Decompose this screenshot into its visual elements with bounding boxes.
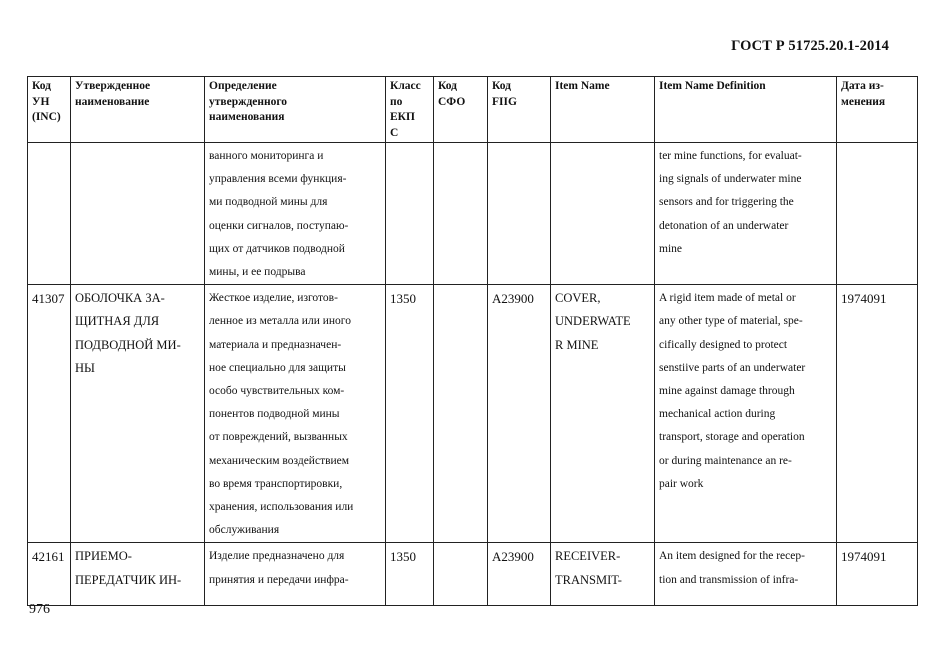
cell-item-definition: ter mine functions, for evaluat- ing signals of underwater mine sensors and for triggering the detonation of an underwater mine	[655, 143, 837, 285]
cell-ekpc: 1350	[386, 543, 434, 606]
cell-sfo	[434, 543, 488, 606]
cell-item-name: COVER, UNDERWATE R MINE	[551, 285, 655, 543]
header-item-definition: Item Name Definition	[655, 77, 837, 143]
table-row	[28, 543, 918, 606]
cell-date	[837, 143, 918, 285]
cell-sfo	[434, 285, 488, 543]
cell-approved-name: ПРИЕМО- ПЕРЕДАТЧИК ИН-	[71, 543, 205, 606]
header-row	[28, 77, 918, 143]
cell-fiig: A23900	[488, 543, 551, 606]
header-ekpc: Класс по ЕКП С	[386, 77, 434, 143]
nomenclature-table	[27, 76, 918, 606]
cell-item-definition: A rigid item made of metal or any other type of material, spe- cifically designed to protect senstiive parts of an underwater mine against damage through mechanical action during transport, storage and operation or during maintenance an re- pair work	[655, 285, 837, 543]
cell-definition: Изделие предназначено для принятия и передачи инфра-	[205, 543, 386, 606]
cell-fiig	[488, 143, 551, 285]
cell-date: 1974091	[837, 285, 918, 543]
cell-ekpc	[386, 143, 434, 285]
table-row	[28, 285, 918, 543]
header-approved-name: Утвержденное наименование	[71, 77, 205, 143]
header-fiig: Код FIIG	[488, 77, 551, 143]
cell-definition: ванного мониторинга и управления всеми функция- ми подводной мины для оценки сигналов, поступаю- щих от датчиков подводной мины, и ее подрыва	[205, 143, 386, 285]
cell-approved-name: ОБОЛОЧКА ЗА- ЩИТНАЯ ДЛЯ ПОДВОДНОЙ МИ- НЫ	[71, 285, 205, 543]
cell-inc: 41307	[28, 285, 71, 543]
cell-item-name	[551, 143, 655, 285]
header-date: Дата из- менения	[837, 77, 918, 143]
cell-ekpc: 1350	[386, 285, 434, 543]
header-inc: Код УН (INC)	[28, 77, 71, 143]
header-item-name: Item Name	[551, 77, 655, 143]
cell-sfo	[434, 143, 488, 285]
cell-inc: 42161	[28, 543, 71, 606]
cell-inc	[28, 143, 71, 285]
header-definition: Определение утвержденного наименования	[205, 77, 386, 143]
page-number: 976	[29, 602, 50, 617]
cell-item-definition: An item designed for the recep- tion and transmission of infra-	[655, 543, 837, 606]
standard-title: ГОСТ Р 51725.20.1-2014	[731, 38, 889, 54]
cell-date: 1974091	[837, 543, 918, 606]
header-sfo: Код СФО	[434, 77, 488, 143]
cell-approved-name	[71, 143, 205, 285]
cell-definition: Жесткое изделие, изготов- ленное из металла или иного материала и предназначен- ное специально для защиты особо чувствительных ком- понентов подводной мины от повреждений, вызванных механическим воздействием во время транспортировки, хранения, использования или обслуживания	[205, 285, 386, 543]
cell-fiig: A23900	[488, 285, 551, 543]
table-row	[28, 143, 918, 285]
cell-item-name: RECEIVER- TRANSMIT-	[551, 543, 655, 606]
